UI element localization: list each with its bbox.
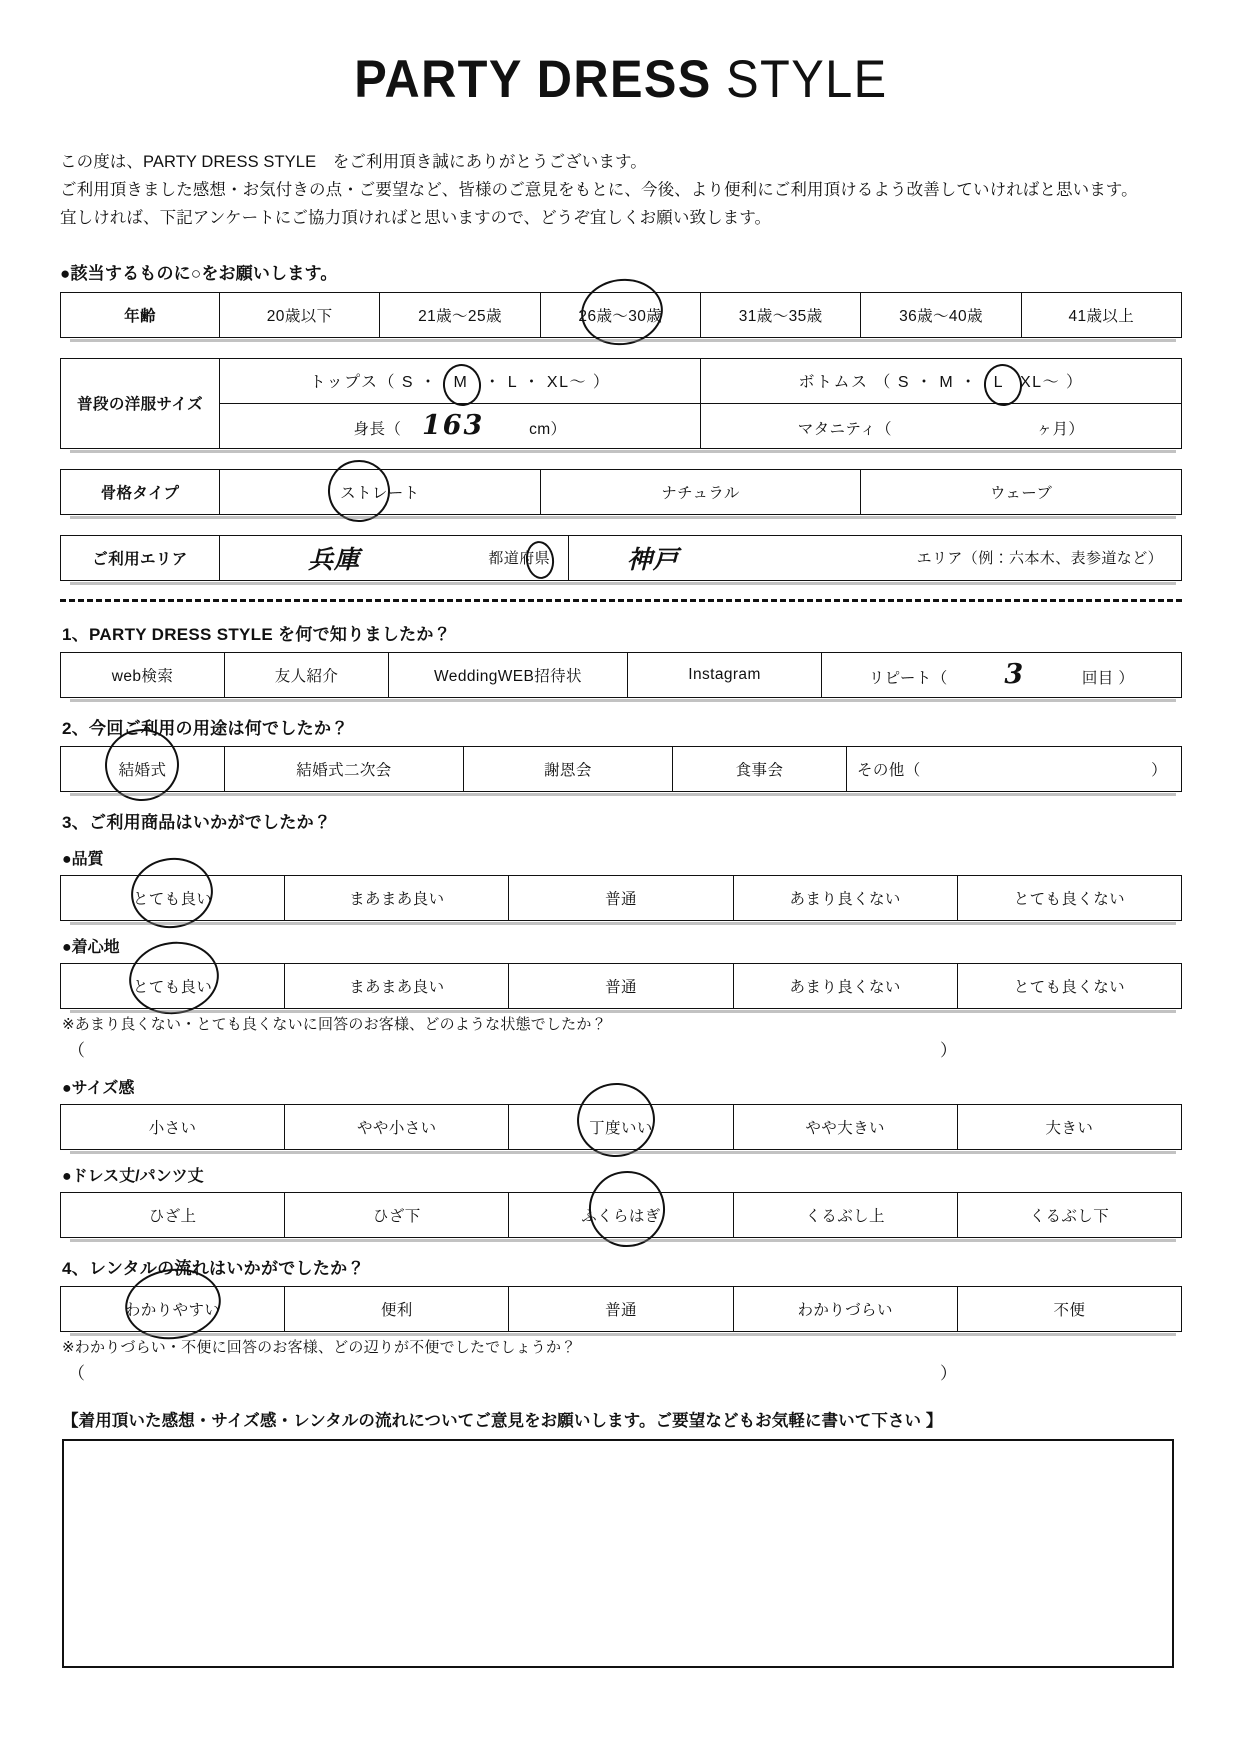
area-hint-label: エリア（例：六本木、表参道など） [916,550,1163,568]
age-option-41over[interactable]: 41歳以上 [1021,292,1181,337]
q3-quality-table [60,875,1182,921]
q1-option-instagram[interactable]: Instagram [628,652,822,697]
bottoms-size-line [798,369,1083,392]
q1-option-wedding-web[interactable]: WeddingWEB招待状 [389,652,628,697]
q2-table-wrap [60,746,1182,792]
free-comment-box[interactable] [62,1439,1174,1668]
intro-line-3: 宜しければ、下記アンケートにご協力頂ければと思いますので、どうぞ宜しくお願い致します。 [60,209,772,228]
table-row [61,1104,1182,1149]
q2-option-wedding[interactable] [61,746,225,791]
q3-quality-option-very-good-label: とても良い [132,890,213,908]
q1-table-wrap [60,652,1182,698]
q3-title: 3、ご利用商品はいかがでしたか？ [62,812,332,832]
table-row [61,403,1182,448]
q3-length-option-below-ankle[interactable]: くるぶし下 [957,1192,1181,1237]
q1-table [60,652,1182,698]
q4-option-easy-label: わかりやすい [124,1301,221,1319]
age-option-26-30-label: 26歳～30歳 [578,307,663,325]
q3-comfort-option-very-good[interactable] [61,963,285,1008]
q3-comfort-option-normal[interactable]: 普通 [509,963,733,1008]
tops-size-circled: M [453,374,469,392]
q3-length-heading: ●ドレス丈/パンツ丈 [62,1167,204,1185]
table-row [61,358,1182,403]
q3-size-option-just-right-label: 丁度いい [589,1119,653,1137]
prefecture-value: 兵庫 [308,544,361,574]
area-table-wrap [60,535,1182,581]
prefecture-inner [224,540,564,576]
brand-title-light: STYLE [726,50,888,109]
q4-option-normal[interactable]: 普通 [509,1286,733,1331]
q3-comfort-paren-left: （ [68,1040,85,1060]
q3-comfort-option-very-good-label: とても良い [132,978,213,996]
q1-repeat-prefix: リピート（ [868,670,948,688]
q3-size-feel-heading: ●サイズ感 [62,1079,135,1097]
q4-table-wrap [60,1286,1182,1332]
brand-title-bold: PARTY DRESS [354,50,712,109]
height-cell[interactable] [220,403,701,448]
table-row [61,746,1182,791]
q3-size-feel-table-wrap [60,1104,1182,1150]
q2-other-suffix: ） [1151,761,1167,779]
q3-length-option-calf[interactable] [509,1192,733,1237]
q3-quality-option-fairly-good[interactable]: まあまあ良い [285,875,509,920]
q3-comfort-table [60,963,1182,1009]
q3-comfort-heading: ●着心地 [62,938,120,956]
size-label: 普段の洋服サイズ [61,358,220,448]
height-unit: cm） [529,421,567,439]
prefecture-cell[interactable] [220,535,569,580]
tops-size-prefix: トップス（ S ・ [309,374,438,392]
q3-length-option-below-knee[interactable]: ひざ下 [285,1192,509,1237]
q3-comfort-option-fairly-good[interactable]: まあまあ良い [285,963,509,1008]
q1-title: 1、PARTY DRESS STYLE を何で知りましたか？ [62,624,452,644]
age-option-21-25[interactable]: 21歳～25歳 [380,292,540,337]
prefecture-label [488,547,550,568]
table-row [61,1192,1182,1237]
age-label: 年齢 [61,292,220,337]
bottoms-size-suffix: XL～ ） [1020,374,1084,392]
table-row [61,1286,1182,1331]
q3-size-feel-table [60,1104,1182,1150]
q3-comfort-option-very-bad[interactable]: とても良くない [957,963,1181,1008]
height-value: 163 [421,410,485,442]
q2-title: 2、今回ご利用の用途は何でしたか？ [62,718,349,738]
maternity-cell[interactable] [701,403,1182,448]
intro-line-2: ご利用頂きました感想・お気付きの点・ご要望など、皆様のご意見をもとに、今後、より便利にご利用頂けるよう改善していければと思います。 [60,181,1138,200]
q3-comfort-note: ※あまり良くない・とても良くないに回答のお客様、どのような状態でしたか？ [62,1015,607,1033]
size-table-wrap [60,358,1182,449]
bone-type-table-wrap [60,469,1182,515]
age-table-wrap [60,292,1182,338]
age-option-20under[interactable]: 20歳以下 [220,292,380,337]
q1-option-web-search[interactable]: web検索 [61,652,225,697]
q1-repeat-value: 3 [1004,659,1026,691]
q4-option-confusing[interactable]: わかりづらい [733,1286,957,1331]
bone-type-option-natural[interactable]: ナチュラル [540,469,861,514]
bottoms-size-cell[interactable] [701,358,1182,403]
q3-comfort-free-input[interactable] [60,1036,1182,1062]
q2-option-thanksgiving[interactable]: 謝恩会 [464,746,673,791]
bottoms-size-circled-wrap [984,374,1014,392]
q4-table [60,1286,1182,1332]
tops-size-line [310,369,611,392]
prefecture-label-text: 都道府県 [488,550,550,568]
bottoms-size-circled: L [993,374,1005,392]
table-row [61,535,1182,580]
maternity-unit: ヶ月） [1036,421,1085,439]
q3-length-option-above-knee[interactable]: ひざ上 [61,1192,285,1237]
q2-option-dinner[interactable]: 食事会 [673,746,847,791]
section-divider [60,599,1182,602]
q4-title: 4、レンタルの流れはいかがでしたか？ [62,1258,365,1278]
q3-comfort-table-wrap [60,963,1182,1009]
q3-length-table-wrap [60,1192,1182,1238]
q3-length-option-above-ankle[interactable]: くるぶし上 [733,1192,957,1237]
q3-size-option-large[interactable]: 大きい [957,1104,1181,1149]
tops-size-cell[interactable] [220,358,701,403]
area-value-cell[interactable] [569,535,1182,580]
q1-repeat-suffix: 回目 ） [1081,670,1135,688]
q1-option-repeat[interactable] [822,652,1182,697]
table-row [61,875,1182,920]
q4-note: ※わかりづらい・不便に回答のお客様、どの辺りが不便でしたでしょうか？ [62,1338,577,1356]
bone-type-option-straight-label: ストレート [340,484,420,502]
height-prefix: 身長（ [353,421,402,439]
size-table [60,358,1182,449]
bottoms-size-prefix: ボトムス （ S ・ M ・ [798,374,978,392]
age-table [60,292,1182,338]
bone-type-label: 骨格タイプ [61,469,220,514]
maternity-value [897,410,1037,441]
q3-comfort-option-not-very-good[interactable]: あまり良くない [733,963,957,1008]
area-value: 神戸 [627,544,680,574]
q4-paren-right: ） [940,1363,957,1383]
q3-size-option-somewhat-small[interactable]: やや小さい [285,1104,509,1149]
table-row [61,652,1182,697]
brand-title [354,52,887,108]
area-table [60,535,1182,581]
q4-option-inconvenient[interactable]: 不便 [957,1286,1181,1331]
age-option-36-40[interactable]: 36歳～40歳 [861,292,1021,337]
q4-option-easy[interactable] [61,1286,285,1331]
q3-quality-option-normal[interactable]: 普通 [509,875,733,920]
q3-length-table [60,1192,1182,1238]
bone-type-option-straight[interactable] [220,469,541,514]
maternity-prefix: マタニティ（ [797,421,892,439]
instruction-text: ●該当するものに○をお願いします。 [60,263,338,283]
q3-length-option-calf-label: ふくらはぎ [581,1207,661,1225]
q3-size-option-small[interactable]: 小さい [61,1104,285,1149]
q3-size-option-just-right[interactable] [509,1104,733,1149]
q3-comfort-paren-right: ） [940,1040,957,1060]
table-row [61,963,1182,1008]
age-option-26-30[interactable] [540,292,700,337]
table-row [61,469,1182,514]
table-row [61,292,1182,337]
q2-option-other[interactable] [847,746,1182,791]
area-label: ご利用エリア [61,535,220,580]
q1-option-friend-referral[interactable]: 友人紹介 [225,652,389,697]
q3-quality-option-not-very-good[interactable]: あまり良くない [733,875,957,920]
q2-option-wedding-label: 結婚式 [118,761,167,779]
bone-type-option-wave[interactable]: ウェーブ [861,469,1182,514]
q3-quality-table-wrap [60,875,1182,921]
age-option-31-35[interactable]: 31歳～35歳 [700,292,860,337]
tops-size-suffix: ・ L ・ XL～ ） [484,374,611,392]
q2-option-after-party[interactable]: 結婚式二次会 [225,746,464,791]
bone-type-table [60,469,1182,515]
free-comment-title: 【着用頂いた感想・サイズ感・レンタルの流れについてご意見をお願いします。ご要望などもお気軽に書いて下さい 】 [62,1411,943,1430]
tops-size-circled-wrap [443,374,478,392]
q2-table [60,746,1182,792]
q3-quality-option-very-good[interactable] [61,875,285,920]
intro-line-1: この度は、PARTY DRESS STYLE をご利用頂き誠にありがとうございます。 [60,152,647,171]
q4-free-input[interactable] [60,1359,1182,1385]
q3-quality-option-very-bad[interactable]: とても良くない [957,875,1181,920]
intro-paragraph [60,148,1182,233]
q4-paren-left: （ [68,1363,85,1383]
area-value-inner [573,540,1177,576]
q4-option-convenient[interactable]: 便利 [285,1286,509,1331]
q3-quality-heading: ●品質 [62,850,104,868]
q3-size-option-somewhat-large[interactable]: やや大きい [733,1104,957,1149]
q2-other-prefix: その他（ [857,761,921,779]
page-header [60,0,1182,118]
